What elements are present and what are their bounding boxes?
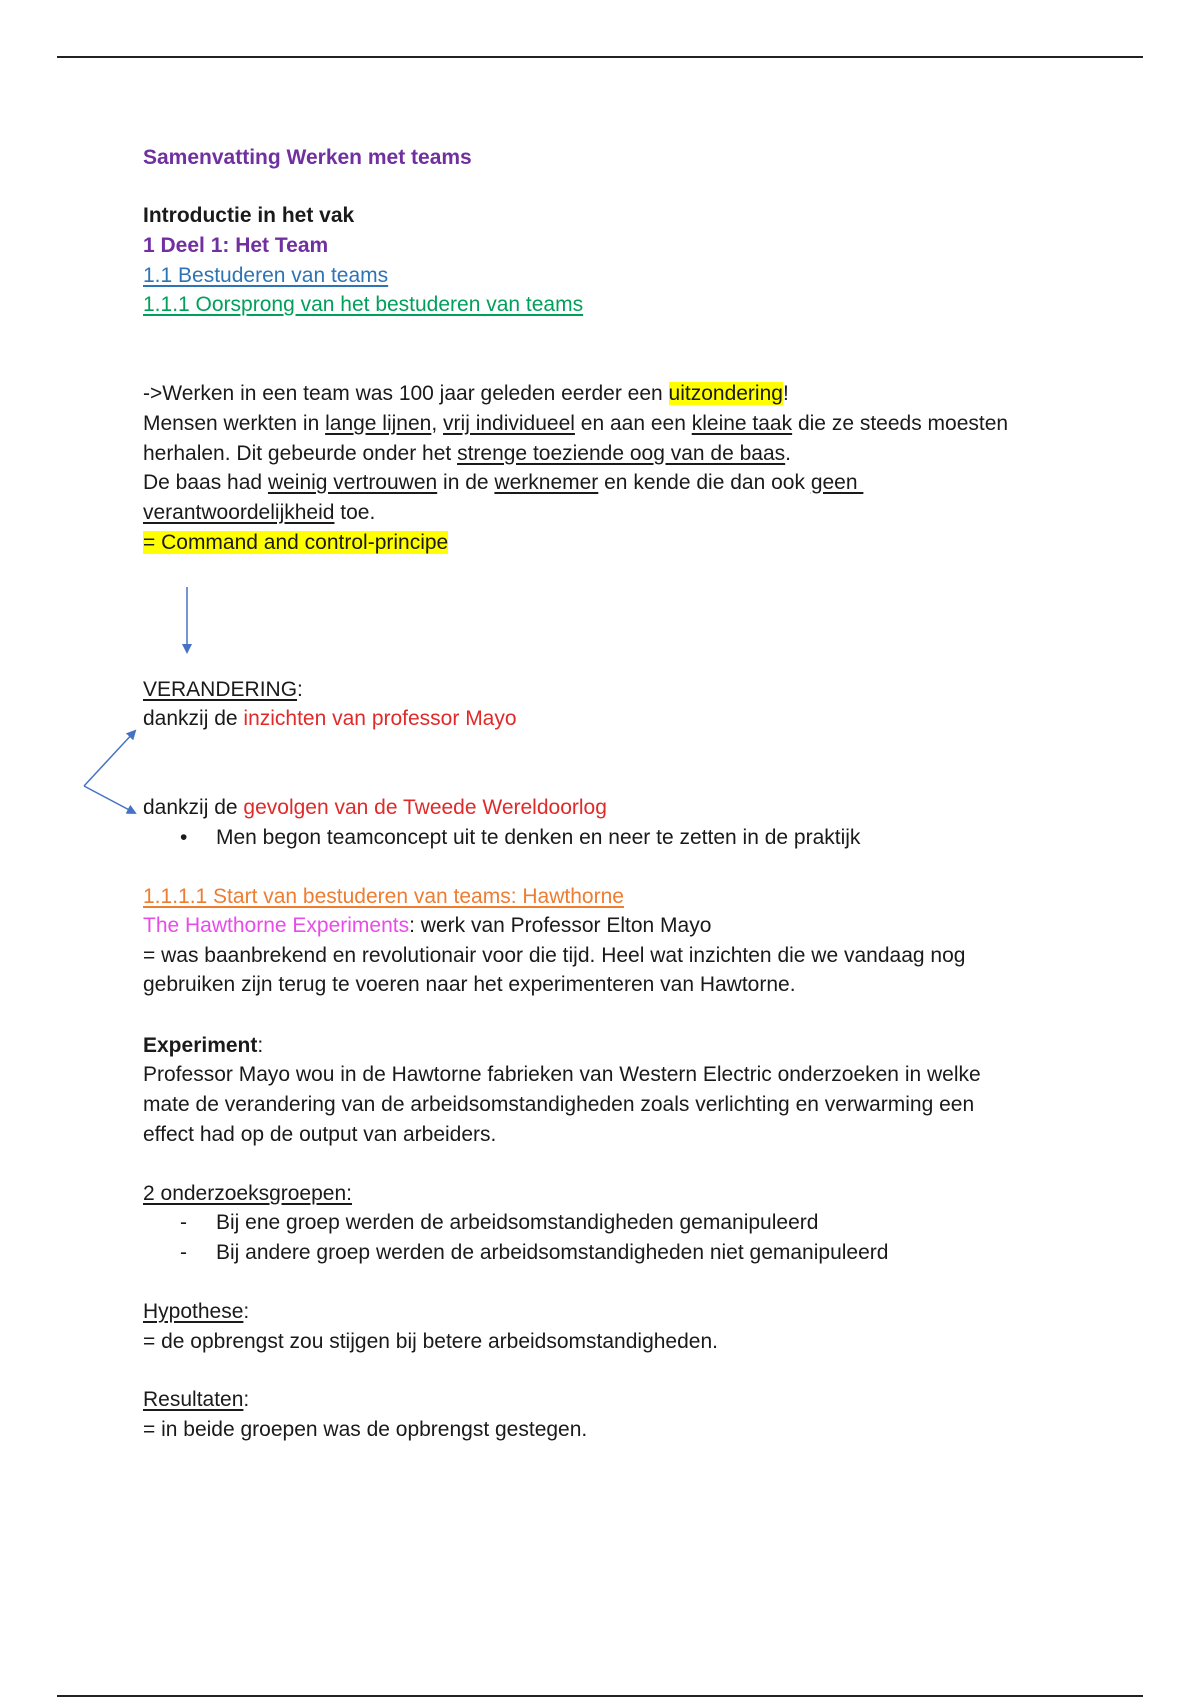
para1-line5: verantwoordelijkheid toe. — [143, 501, 376, 524]
experiment-heading: Experiment: — [143, 1034, 264, 1057]
verandering-wwii: dankzij de gevolgen van de Tweede Wereldoorlog — [143, 796, 607, 819]
arrow-to-wwii-icon — [84, 786, 135, 813]
group-item-1: Bij ene groep werden de arbeidsomstandigheden gemanipuleerd — [216, 1211, 819, 1234]
hypothese-text: = de opbrengst zou stijgen bij betere arbeidsomstandigheden. — [143, 1330, 718, 1353]
heading-2: 1.1 Bestuderen van teams — [143, 264, 389, 287]
document-title: Samenvatting Werken met teams — [143, 146, 472, 169]
groups-heading: 2 onderzoeksgroepen: — [143, 1182, 352, 1205]
command-control-principle: = Command and control-principe — [143, 531, 449, 554]
hawthorne-desc-1: = was baanbrekend en revolutionair voor die tijd. Heel wat inzichten die we vandaag nog — [143, 944, 966, 967]
highlight-uitzondering: uitzondering — [668, 382, 783, 405]
experiment-text-1: Professor Mayo wou in de Hawtorne fabrieken van Western Electric onderzoeken in welke — [143, 1063, 981, 1086]
group-item-2: Bij andere groep werden de arbeidsomstandigheden niet gemanipuleerd — [216, 1241, 889, 1264]
hypothese-heading: Hypothese: — [143, 1300, 250, 1323]
bullet-item: Men begon teamconcept uit te denken en neer te zetten in de praktijk — [216, 826, 861, 849]
experiment-text-2: mate de verandering van de arbeidsomstandigheden zoals verlichting en verwarming een — [143, 1093, 975, 1116]
heading-4: 1.1.1.1 Start van bestuderen van teams: Hawthorne — [143, 885, 624, 908]
resultaten-heading: Resultaten: — [143, 1388, 250, 1411]
para1-line2: Mensen werkten in lange lijnen, vrij individueel en aan een kleine taak die ze steeds moesten — [143, 412, 1009, 435]
bottom-rule — [57, 1695, 1143, 1697]
verandering-heading: VERANDERING: — [143, 678, 303, 701]
verandering-mayo: dankzij de inzichten van professor Mayo — [143, 707, 517, 730]
bullet-icon: • — [180, 826, 188, 849]
para1-line1: ->Werken in een team was 100 jaar geleden eerder een uitzondering! — [143, 382, 789, 405]
experiment-text-3: effect had op de output van arbeiders. — [143, 1123, 497, 1146]
heading-3: 1.1.1 Oorsprong van het bestuderen van teams — [143, 293, 584, 316]
hawthorne-desc-2: gebruiken zijn terug te voeren naar het experimenteren van Hawtorne. — [143, 973, 796, 996]
dash-icon: - — [180, 1241, 187, 1264]
para1-line4: De baas had weinig vertrouwen in de werknemer en kende die dan ook geen — [143, 471, 864, 494]
intro-heading: Introductie in het vak — [143, 204, 355, 227]
hawthorne-line: The Hawthorne Experiments: werk van Professor Elton Mayo — [143, 914, 712, 937]
arrow-to-mayo-icon — [84, 731, 135, 786]
heading-1: 1 Deel 1: Het Team — [143, 234, 329, 257]
para1-line3: herhalen. Dit gebeurde onder het strenge toeziende oog van de baas. — [143, 442, 791, 465]
resultaten-text: = in beide groepen was de opbrengst gestegen. — [143, 1418, 588, 1441]
dash-icon: - — [180, 1211, 187, 1234]
